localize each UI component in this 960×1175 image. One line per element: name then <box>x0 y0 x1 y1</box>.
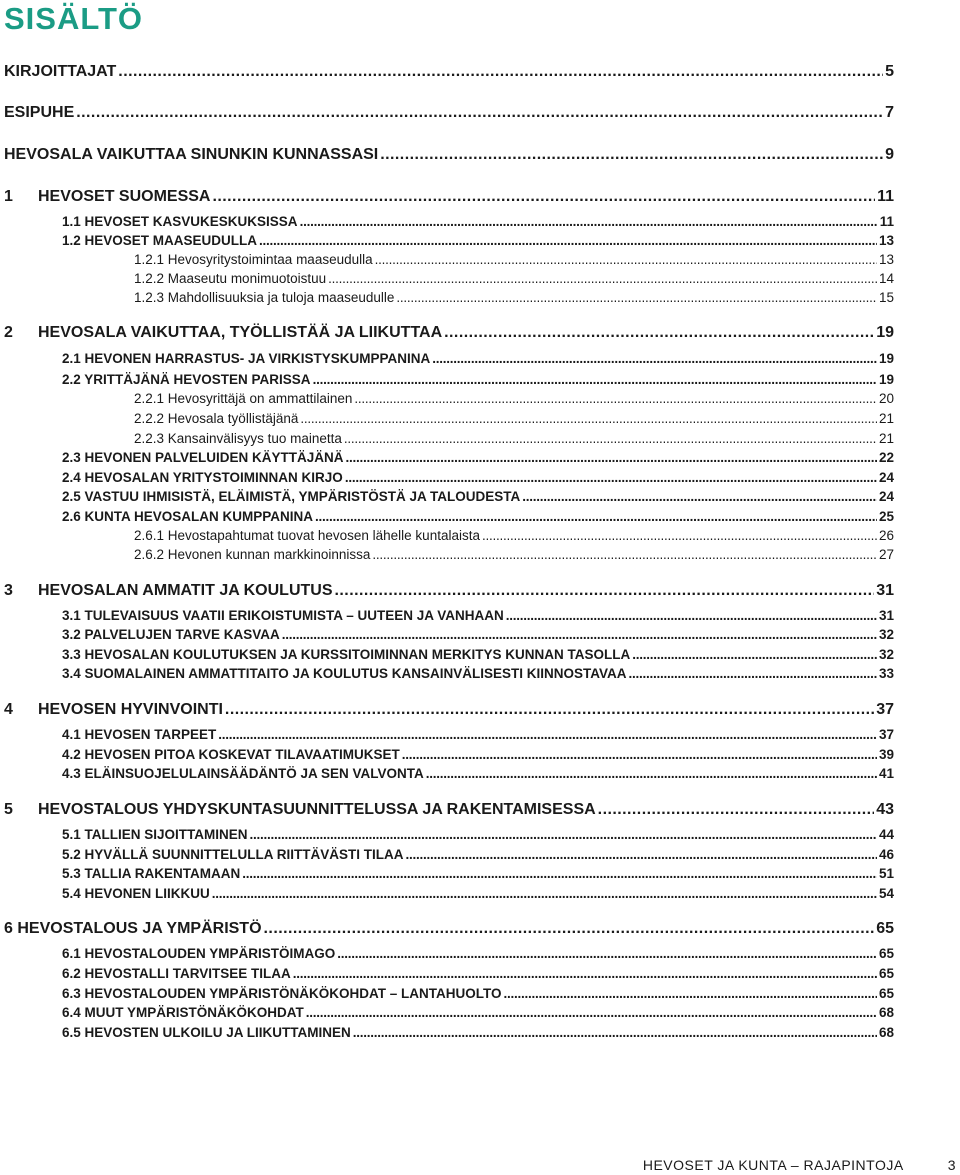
toc-entry-title: 5.3 TALLIA RAKENTAMAAN <box>62 866 241 881</box>
toc-entry[interactable] <box>62 966 894 981</box>
toc-chapter-number: 3 <box>4 582 13 599</box>
toc-entry[interactable] <box>62 886 894 901</box>
toc-dot-leader <box>313 372 877 387</box>
toc-entry-title: 3.2 PALVELUJEN TARVE KASVAA <box>62 627 280 642</box>
toc-chapter-number: 4 <box>4 701 13 718</box>
toc-dot-leader <box>402 747 877 762</box>
toc-entry-title: 6.4 MUUT YMPÄRISTÖNÄKÖKOHDAT <box>62 1005 304 1020</box>
toc-entry-title: 2.2.1 Hevosyrittäjä on ammattilainen <box>134 391 353 406</box>
toc-dot-leader <box>242 866 877 881</box>
toc-dot-leader <box>264 920 875 938</box>
toc-dot-leader <box>337 946 877 961</box>
toc-entry-title: 3.1 TULEVAISUUS VAATII ERIKOISTUMISTA – UUTEEN JA VANHAAN <box>62 608 504 623</box>
toc-entry[interactable] <box>62 627 894 642</box>
toc-entry[interactable] <box>62 847 894 862</box>
toc-entry[interactable] <box>134 290 894 305</box>
toc-entry[interactable] <box>62 372 894 387</box>
toc-entry[interactable] <box>4 324 894 342</box>
toc-entry-title: 2.1 HEVONEN HARRASTUS- JA VIRKISTYSKUMPPANINA <box>62 351 431 366</box>
toc-page-number: 19 <box>878 351 894 366</box>
toc-entry[interactable] <box>62 509 894 524</box>
toc-dot-leader <box>632 647 877 662</box>
toc-entry-title: 6.3 HEVOSTALOUDEN YMPÄRISTÖNÄKÖKOHDAT – LANTAHUOLTO <box>62 986 502 1001</box>
footer-title: HEVOSET JA KUNTA – RAJAPINTOJA <box>642 1157 904 1173</box>
toc-entry[interactable] <box>4 63 894 81</box>
toc-dot-leader <box>346 450 877 465</box>
toc-entry-title: KIRJOITTAJAT <box>4 63 117 80</box>
toc-entry-title: HEVOSEN HYVINVOINTI <box>38 701 223 718</box>
toc-page-number: 51 <box>878 866 894 881</box>
toc-entry-title: HEVOSTALOUS YHDYSKUNTASUUNNITTELUSSA JA RAKENTAMISESSA <box>38 801 596 818</box>
toc-entry[interactable] <box>62 766 894 781</box>
toc-entry[interactable] <box>62 1005 894 1020</box>
toc-dot-leader <box>629 666 877 681</box>
toc-dot-leader <box>426 766 877 781</box>
toc-page-number: 7 <box>885 104 894 121</box>
toc-page-number: 13 <box>878 233 894 248</box>
toc-page-number: 20 <box>878 391 894 406</box>
toc-entry-title: HEVOSET SUOMESSA <box>38 188 211 205</box>
toc-entry[interactable] <box>62 727 894 742</box>
toc-page-number: 54 <box>878 886 894 901</box>
toc-page-number: 65 <box>878 966 894 981</box>
toc-page-number: 37 <box>878 727 894 742</box>
toc-page-number: 27 <box>878 547 894 562</box>
toc-dot-leader <box>432 351 877 366</box>
toc-dot-leader <box>218 727 877 742</box>
toc-dot-leader <box>396 290 877 305</box>
toc-entry[interactable] <box>62 986 894 1001</box>
toc-page-number: 44 <box>878 827 894 842</box>
toc-entry-title: 1.2.3 Mahdollisuuksia ja tuloja maaseudulle <box>134 290 395 305</box>
toc-entry[interactable] <box>62 489 894 504</box>
toc-entry[interactable] <box>4 582 894 600</box>
toc-entry[interactable] <box>134 547 894 562</box>
toc-entry-title: ESIPUHE <box>4 104 75 121</box>
toc-dot-leader <box>598 801 875 819</box>
toc-dot-leader <box>118 63 883 81</box>
toc-dot-leader <box>282 627 877 642</box>
toc-dot-leader <box>76 104 883 122</box>
toc-chapter-number: 2 <box>4 324 13 341</box>
toc-entry[interactable] <box>134 271 894 286</box>
toc-page-number: 11 <box>877 188 894 205</box>
toc-entry-title: 4.2 HEVOSEN PITOA KOSKEVAT TILAVAATIMUKSET <box>62 747 400 762</box>
toc-dot-leader <box>212 886 877 901</box>
toc-page-number: 13 <box>878 252 894 267</box>
toc-entry[interactable] <box>4 188 894 206</box>
toc-entry-title: 6.1 HEVOSTALOUDEN YMPÄRISTÖIMAGO <box>62 946 336 961</box>
toc-entry[interactable] <box>62 450 894 465</box>
toc-entry[interactable] <box>134 528 894 543</box>
toc-dot-leader <box>482 528 877 543</box>
toc-entry-title: 4.3 ELÄINSUOJELULAINSÄÄDÄNTÖ JA SEN VALVONTA <box>62 766 424 781</box>
toc-entry[interactable] <box>62 608 894 623</box>
toc-page-number: 31 <box>878 608 894 623</box>
toc-page-number: 22 <box>878 450 894 465</box>
toc-entry-title: 2.6 KUNTA HEVOSALAN KUMPPANINA <box>62 509 314 524</box>
toc-dot-leader <box>259 233 877 248</box>
toc-entry-title: 2.3 HEVONEN PALVELUIDEN KÄYTTÄJÄNÄ <box>62 450 344 465</box>
toc-page-number: 31 <box>876 582 894 599</box>
toc-entry[interactable] <box>62 866 894 881</box>
toc-dot-leader <box>300 214 878 229</box>
toc-entry-title: 3.3 HEVOSALAN KOULUTUKSEN JA KURSSITOIMINNAN MERKITYS KUNNAN TASOLLA <box>62 647 631 662</box>
toc-entry[interactable] <box>4 701 894 719</box>
toc-dot-leader <box>306 1005 877 1020</box>
toc-page-number: 32 <box>878 647 894 662</box>
toc-page-number: 65 <box>876 920 894 937</box>
toc-dot-leader <box>522 489 877 504</box>
toc-dot-leader <box>406 847 877 862</box>
toc-entry[interactable] <box>62 470 894 485</box>
toc-entry[interactable] <box>62 946 894 961</box>
toc-entry-title: HEVOSALA VAIKUTTAA, TYÖLLISTÄÄ JA LIIKUTTAA <box>38 324 443 341</box>
toc-entry-title: 2.6.2 Hevonen kunnan markkinoinnissa <box>134 547 371 562</box>
toc-dot-leader <box>212 188 875 206</box>
toc-page-number: 25 <box>878 509 894 524</box>
toc-entry[interactable] <box>4 146 894 164</box>
toc-entry-title: 6.5 HEVOSTEN ULKOILU JA LIIKUTTAMINEN <box>62 1025 351 1040</box>
toc-entry-title: HEVOSALA VAIKUTTAA SINUNKIN KUNNASSASI <box>4 146 379 163</box>
toc-page-number: 15 <box>878 290 894 305</box>
footer-page-number: 3 <box>947 1157 956 1173</box>
toc-entry[interactable] <box>62 351 894 366</box>
toc-dot-leader <box>353 1025 877 1040</box>
toc-entry-title: 2.5 VASTUU IHMISISTÄ, ELÄIMISTÄ, YMPÄRISTÖSTÄ JA TALOUDESTA <box>62 489 521 504</box>
toc-entry[interactable] <box>62 1025 894 1040</box>
toc-entry-title: 1.2.1 Hevosyritystoimintaa maaseudulla <box>134 252 373 267</box>
toc-page-number: 65 <box>878 946 894 961</box>
toc-entry-title: 1.1 HEVOSET KASVUKESKUKSISSA <box>62 214 298 229</box>
toc-entry[interactable] <box>134 252 894 267</box>
toc-page-number: 65 <box>878 986 894 1001</box>
toc-page-number: 43 <box>876 801 894 818</box>
toc-entry[interactable] <box>62 233 894 248</box>
toc-page-number: 9 <box>885 146 894 163</box>
toc-dot-leader <box>315 509 877 524</box>
toc-dot-leader <box>328 271 877 286</box>
toc-entry[interactable] <box>4 801 894 819</box>
toc-dot-leader <box>375 252 877 267</box>
toc-page-number: 19 <box>876 324 894 341</box>
toc-page-number: 21 <box>878 431 894 446</box>
toc-dot-leader <box>250 827 877 842</box>
toc-page-number: 37 <box>876 701 894 718</box>
toc-dot-leader <box>225 701 874 719</box>
toc-dot-leader <box>335 582 875 600</box>
toc-entry[interactable] <box>134 411 894 426</box>
toc-page-number: 68 <box>878 1005 894 1020</box>
toc-entry-title: 4.1 HEVOSEN TARPEET <box>62 727 217 742</box>
page-footer <box>643 1157 956 1173</box>
toc-page-number: 46 <box>878 847 894 862</box>
toc-entry-title: 2.4 HEVOSALAN YRITYSTOIMINNAN KIRJO <box>62 470 343 485</box>
toc-entry[interactable] <box>62 666 894 681</box>
toc-entry-title: 6 HEVOSTALOUS JA YMPÄRISTÖ <box>4 920 262 937</box>
toc-page-number: 11 <box>879 214 894 229</box>
toc-entry-title: 2.6.1 Hevostapahtumat tuovat hevosen lähelle kuntalaista <box>134 528 480 543</box>
toc-entry-title: 5.4 HEVONEN LIIKKUU <box>62 886 210 901</box>
toc-entry[interactable] <box>134 431 894 446</box>
toc-entry[interactable] <box>62 214 894 229</box>
toc-dot-leader <box>354 391 877 406</box>
toc-entry-title: 2.2.2 Hevosala työllistäjänä <box>134 411 299 426</box>
toc-entry[interactable] <box>4 104 894 122</box>
toc-entry[interactable] <box>4 920 894 938</box>
toc-page-number: 14 <box>878 271 894 286</box>
toc-page-number: 26 <box>878 528 894 543</box>
toc-page-number: 39 <box>878 747 894 762</box>
toc-entry[interactable] <box>62 747 894 762</box>
toc-entry[interactable] <box>134 391 894 406</box>
toc-dot-leader <box>345 470 877 485</box>
toc-entry[interactable] <box>62 827 894 842</box>
toc-page-number: 21 <box>878 411 894 426</box>
toc-page-number: 68 <box>878 1025 894 1040</box>
toc-entry-title: 3.4 SUOMALAINEN AMMATTITAITO JA KOULUTUS KANSAINVÄLISESTI KIINNOSTAVAA <box>62 666 627 681</box>
toc-dot-leader <box>380 146 883 164</box>
toc-entry[interactable] <box>62 647 894 662</box>
toc-dot-leader <box>300 411 877 426</box>
toc-entry-title: 1.2 HEVOSET MAASEUDULLA <box>62 233 258 248</box>
toc-entry-title: 2.2.3 Kansainvälisyys tuo mainetta <box>134 431 342 446</box>
toc-dot-leader <box>344 431 877 446</box>
toc-dot-leader <box>293 966 877 981</box>
toc-entry-title: 1.2.2 Maaseutu monimuotoistuu <box>134 271 327 286</box>
toc-page-number: 5 <box>885 63 894 80</box>
toc-dot-leader <box>444 324 874 342</box>
toc-entry-title: HEVOSALAN AMMATIT JA KOULUTUS <box>38 582 333 599</box>
toc-entry-title: 5.1 TALLIEN SIJOITTAMINEN <box>62 827 248 842</box>
toc-entry-title: 2.2 YRITTÄJÄNÄ HEVOSTEN PARISSA <box>62 372 311 387</box>
toc-dot-leader <box>504 986 877 1001</box>
toc-chapter-number: 1 <box>4 188 13 205</box>
toc-page-number: 24 <box>878 470 894 485</box>
toc-entry-title: 5.2 HYVÄLLÄ SUUNNITTELULLA RIITTÄVÄSTI TILAA <box>62 847 404 862</box>
toc-page-number: 33 <box>878 666 894 681</box>
toc-dot-leader <box>506 608 877 623</box>
page-title: SISÄLTÖ <box>4 1 144 36</box>
toc-page-number: 24 <box>878 489 894 504</box>
toc-page-number: 19 <box>878 372 894 387</box>
toc-page-number: 41 <box>878 766 894 781</box>
toc-page-number: 32 <box>878 627 894 642</box>
toc-chapter-number: 5 <box>4 801 13 818</box>
toc-dot-leader <box>372 547 877 562</box>
toc-entry-title: 6.2 HEVOSTALLI TARVITSEE TILAA <box>62 966 291 981</box>
